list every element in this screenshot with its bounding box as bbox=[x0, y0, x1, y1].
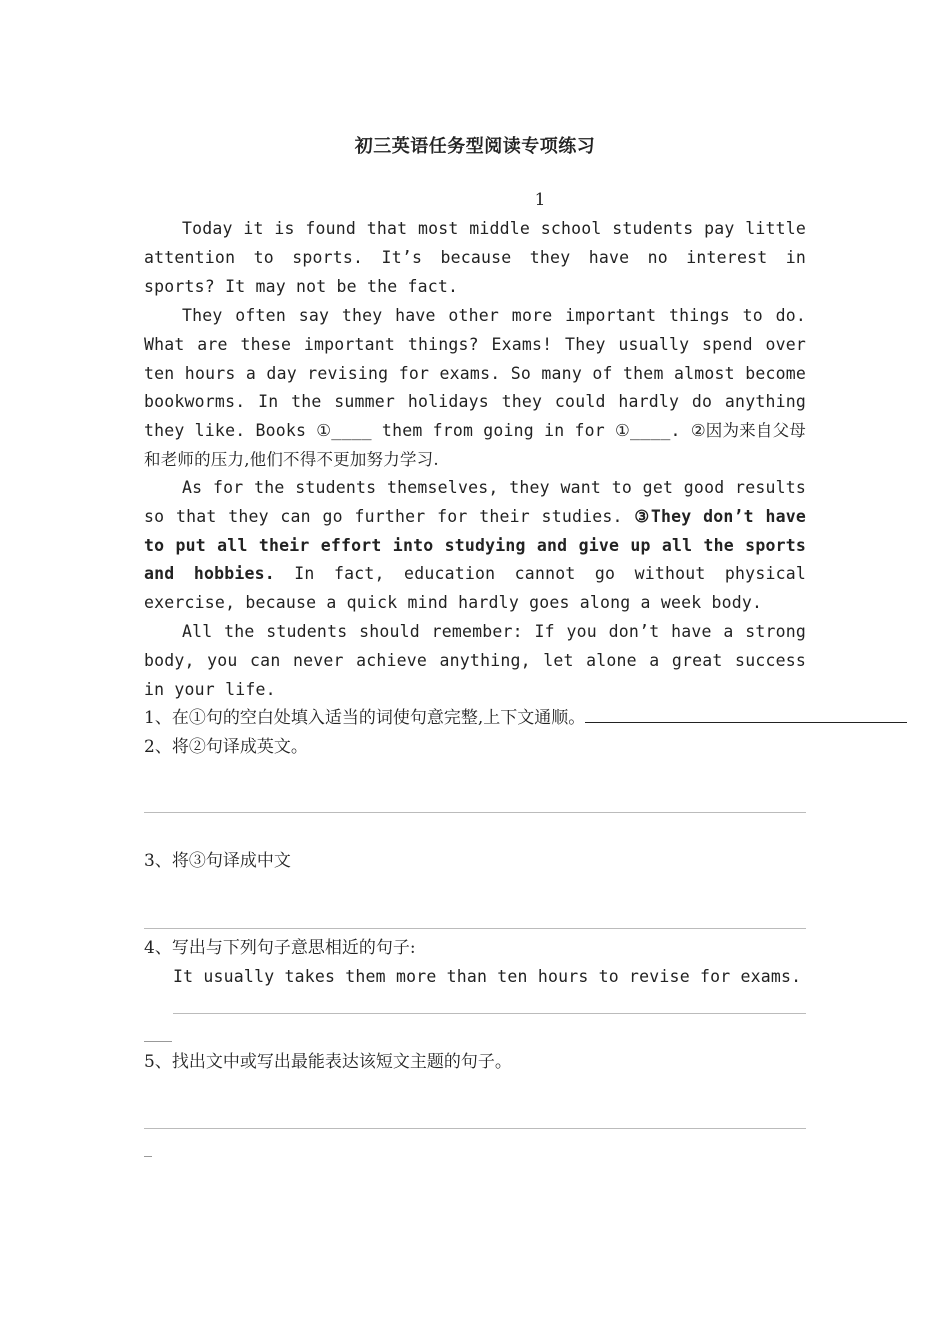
question-4-answer-line[interactable] bbox=[173, 1013, 806, 1014]
paragraph-4: All the students should remember: If you don’t have a strong body, you can never achieve anything, let alone a great success in your life. bbox=[144, 622, 806, 699]
question-4-answer-line-end bbox=[144, 1041, 172, 1042]
paragraph-1: Today it is found that most middle school students pay little attention to sports. It’s because they have no interest in sports? It may not be the fact. bbox=[144, 219, 806, 296]
question-1 bbox=[144, 704, 907, 732]
question-2: 2、将②句译成英文。 bbox=[144, 737, 308, 757]
question-2-answer-line[interactable] bbox=[144, 812, 806, 813]
question-3-answer-line[interactable] bbox=[144, 928, 806, 929]
page-title: 初三英语任务型阅读专项练习 bbox=[354, 136, 596, 157]
question-1-text: 1、在①句的空白处填入适当的词使句意完整,上下文通顺。 bbox=[144, 708, 586, 728]
question-3: 3、将③句译成中文 bbox=[144, 851, 291, 871]
paragraph-2 bbox=[144, 302, 806, 475]
paragraph-3 bbox=[144, 474, 806, 618]
question-4-sentence: It usually takes them more than ten hours to revise for exams. bbox=[173, 967, 802, 986]
paragraph-3-start: As for the students themselves, they want to get good results so that they can go further for their studies. bbox=[144, 478, 806, 526]
paragraph-2-chinese: ②因为来自父母和老师的压力,他们不得不更加努力学习. bbox=[144, 421, 807, 469]
paragraph-3-bold-sentence: ③They don’t have to put all their effort into studying and give up all the sports and hobbies. bbox=[144, 506, 807, 584]
question-5-answer-line-end bbox=[144, 1156, 152, 1157]
question-4: 4、写出与下列句子意思相近的句子: bbox=[144, 938, 416, 958]
paragraph-3-end: In fact, education cannot go without physical exercise, because a quick mind hardly goes along a week body. bbox=[144, 564, 806, 613]
paragraph-2-english: They often say they have other more important things to do. What are these important things? Exams! They usually spend over ten hours a day revising for exams. So many of them almost become bookworms. In the summer holidays they could hardly do anything they like. Books ①____ them from going in for ①____. bbox=[144, 306, 806, 441]
passage-number: 1 bbox=[534, 190, 546, 210]
question-1-answer-line[interactable] bbox=[585, 704, 907, 723]
question-5: 5、找出文中或写出最能表达该短文主题的句子。 bbox=[144, 1052, 512, 1072]
question-5-answer-line[interactable] bbox=[144, 1128, 806, 1129]
